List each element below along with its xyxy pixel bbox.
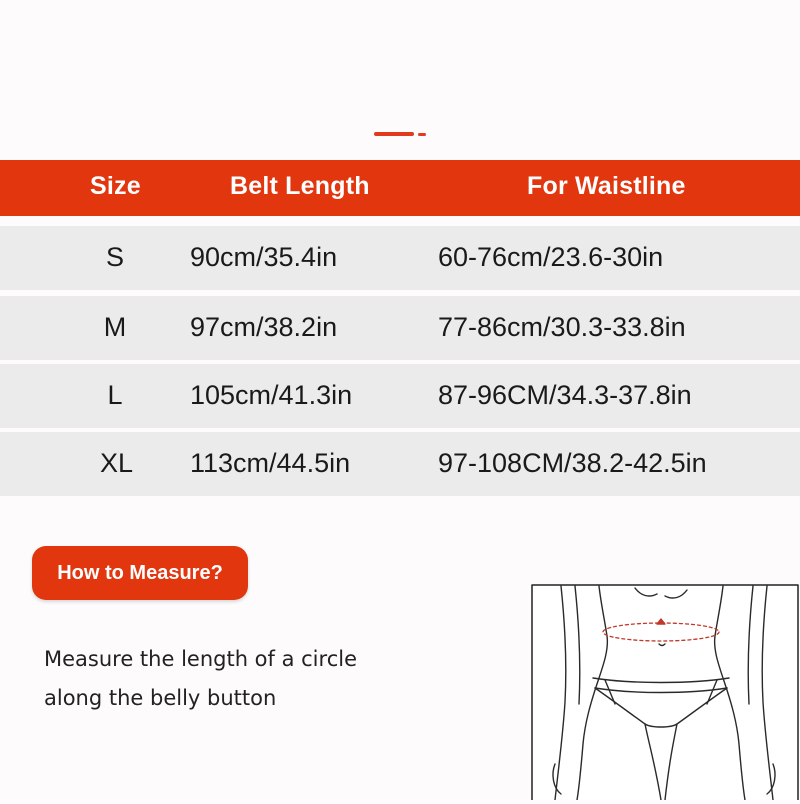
table-row [0, 432, 800, 496]
cell-size: XL [100, 448, 134, 478]
header-waistline: For Waistline [527, 172, 686, 200]
header-belt-length: Belt Length [230, 172, 370, 200]
cell-size: S [105, 242, 124, 272]
cell-belt-length: 113cm/44.5in [190, 448, 351, 478]
header-size: Size [90, 172, 141, 200]
table-row [0, 364, 800, 428]
size-table [0, 160, 800, 478]
cell-belt-length: 97cm/38.2in [190, 312, 338, 342]
cell-waistline: 77-86cm/30.3-33.8in [438, 312, 686, 342]
cell-belt-length: 105cm/41.3in [190, 380, 353, 410]
waist-measurement-figure-icon [531, 584, 799, 800]
cell-waistline: 97-108CM/38.2-42.5in [438, 448, 707, 478]
cell-waistline: 60-76cm/23.6-30in [438, 242, 664, 272]
table-row [0, 226, 800, 290]
decorative-dash-small [418, 133, 426, 136]
table-header [0, 160, 800, 216]
instruction-line-1: Measure the length of a circle [44, 647, 357, 671]
instruction-line-2: along the belly button [44, 686, 277, 710]
cell-size: M [103, 312, 127, 342]
cell-waistline: 87-96CM/34.3-37.8in [438, 380, 692, 410]
cell-size: L [107, 380, 123, 410]
measure-instructions [44, 640, 444, 718]
table-row [0, 296, 800, 360]
cell-belt-length: 90cm/35.4in [190, 242, 338, 272]
how-to-measure-button: How to Measure? [32, 546, 248, 600]
decorative-dash [374, 132, 414, 136]
